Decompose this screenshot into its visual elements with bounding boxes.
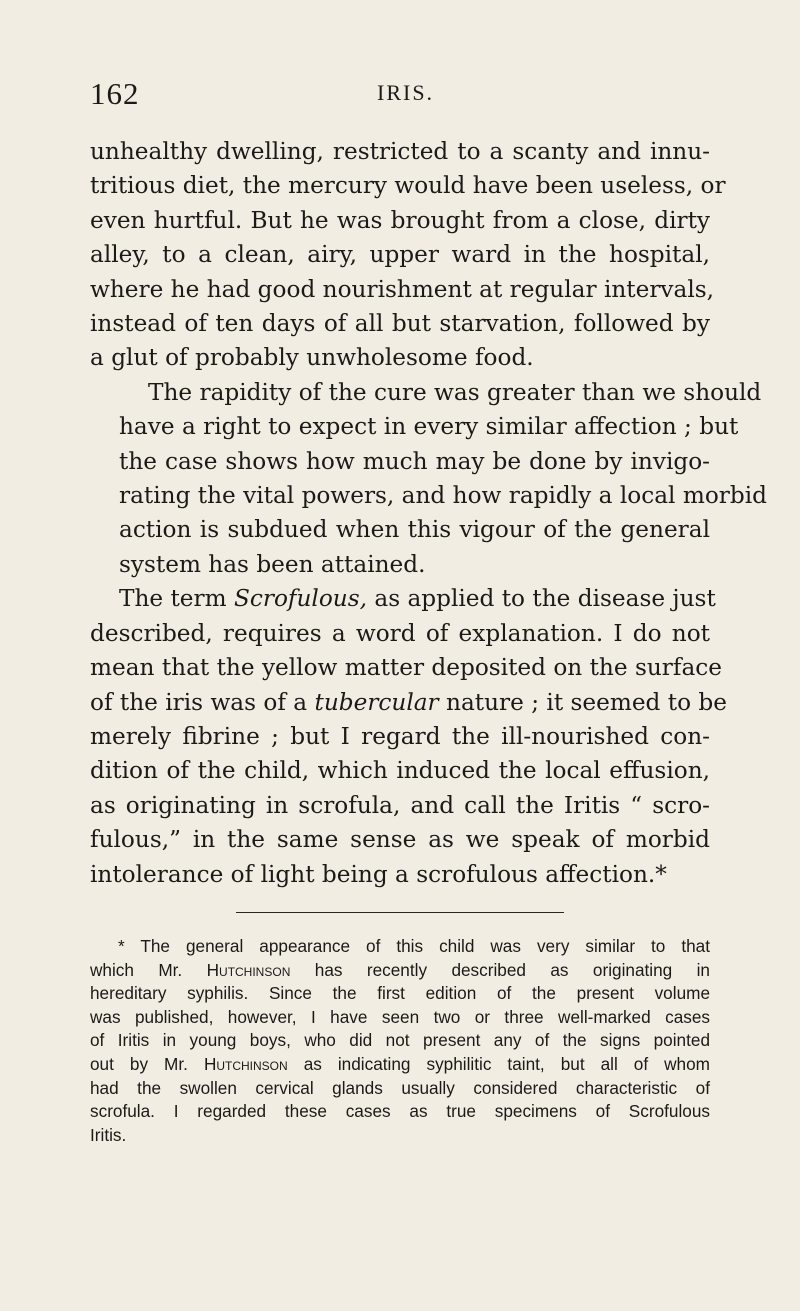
text-line: described, requires a word of explanation. I do not	[90, 619, 710, 647]
text-line: instead of ten days of all but starvation, followed by	[90, 310, 710, 338]
text-line: fulous,” in the same sense as we speak of morbid	[90, 826, 710, 854]
footnote-divider	[236, 912, 564, 913]
text-line: have a right to expect in every similar affection ; but	[119, 413, 739, 441]
author-name: Hutchinson	[206, 959, 291, 980]
footnote-line	[90, 959, 710, 983]
text-segment: of the iris was of a	[90, 688, 315, 716]
text-line: unhealthy dwelling, restricted to a scanty and innu-	[90, 138, 710, 165]
text-line	[90, 582, 716, 616]
footnote-line: was published, however, I have seen two or three well-marked cases	[90, 1006, 710, 1027]
text-segment: as indicating syphilitic taint, but all of whom	[287, 1053, 710, 1074]
footnote	[90, 935, 710, 1147]
text-segment: as applied to the disease just	[367, 585, 716, 613]
text-line: alley, to a clean, airy, upper ward in the hospital,	[90, 241, 710, 269]
footnote-line: * The general appearance of this child was very similar to that	[118, 936, 710, 956]
text-line: rating the vital powers, and how rapidly a local morbid	[119, 482, 767, 510]
text-line: as originating in scrofula, and call the Iritis “ scro-	[90, 791, 710, 819]
paragraph	[90, 376, 767, 582]
text-line: tritious diet, the mercury would have been useless, or	[90, 172, 726, 200]
footnote-line: scrofula. I regarded these cases as true specimens of Scrofulous	[90, 1101, 710, 1122]
footnote-line: had the swollen cervical glands usually considered characteristic of	[90, 1077, 710, 1098]
page-number: 162	[90, 76, 140, 111]
text-segment: has recently described as originating in	[290, 959, 710, 980]
italic-term: tubercular	[314, 688, 439, 716]
text-line	[90, 686, 727, 720]
text-line: merely fibrine ; but I regard the ill-nourished con-	[90, 722, 710, 750]
paragraph	[90, 135, 726, 376]
text-line: the case shows how much may be done by invigo-	[119, 447, 710, 475]
footnote-line: of Iritis in young boys, who did not present any of the signs pointed	[90, 1030, 710, 1051]
italic-term: Scrofulous,	[233, 585, 367, 613]
author-name: Hutchinson	[203, 1053, 288, 1074]
text-line: action is subdued when this vigour of the general	[119, 516, 710, 544]
footnote-line: Iritis.	[90, 1124, 127, 1145]
text-line: mean that the yellow matter deposited on the surface	[90, 654, 722, 682]
paragraph	[90, 582, 727, 892]
text-line: system has been attained.	[119, 550, 426, 578]
footnote-line: hereditary syphilis. Since the first edition of the present volume	[90, 983, 710, 1004]
text-line: where he had good nourishment at regular intervals,	[90, 275, 715, 303]
body-text	[90, 135, 767, 892]
page-header	[90, 76, 710, 116]
text-line: a glut of probably unwholesome food.	[90, 344, 534, 372]
text-segment: nature ; it seemed to be	[438, 688, 727, 716]
text-segment: out by Mr.	[90, 1053, 204, 1074]
text-line: The rapidity of the cure was greater than we should	[148, 378, 762, 406]
text-line: dition of the child, which induced the local effusion,	[90, 757, 710, 785]
running-head: IRIS.	[377, 80, 435, 105]
footnote-line	[90, 1053, 710, 1077]
text-segment: The term	[119, 585, 234, 613]
text-segment: which Mr.	[90, 959, 207, 980]
text-line: intolerance of light being a scrofulous affection.*	[90, 860, 667, 888]
text-line: even hurtful. But he was brought from a close, dirty	[90, 206, 710, 234]
